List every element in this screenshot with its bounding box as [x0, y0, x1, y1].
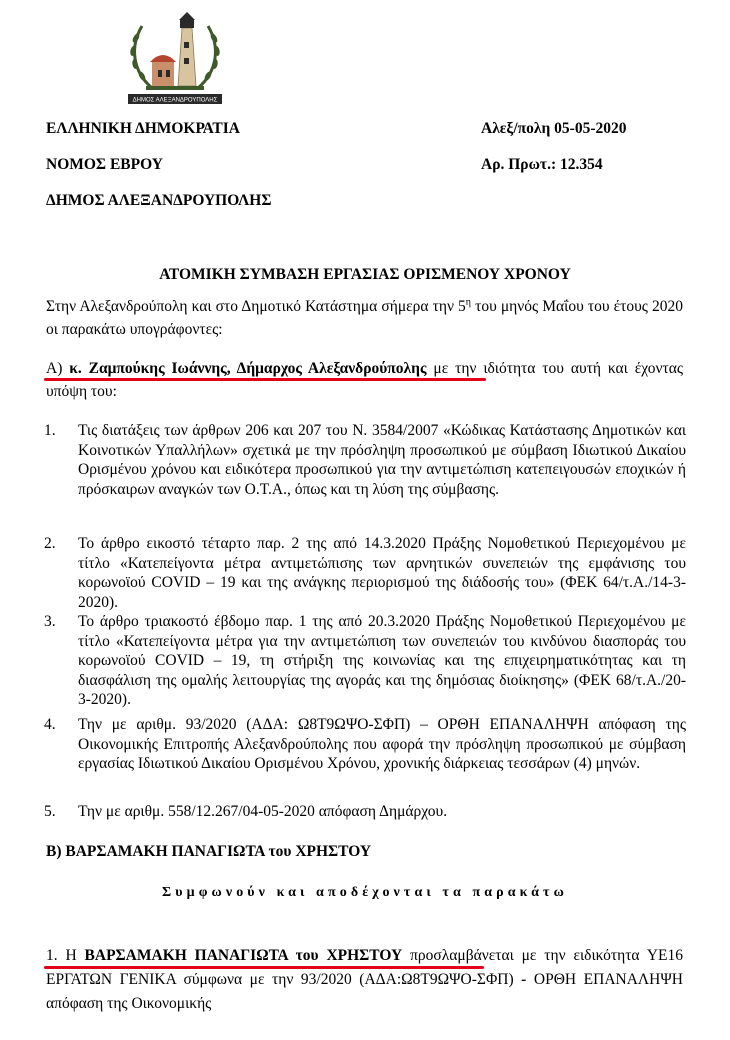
intro-paragraph — [46, 291, 683, 341]
consideration-item — [44, 534, 686, 612]
item-number: 5. — [44, 803, 56, 820]
intro-superscript: η — [465, 297, 472, 308]
item-number: 1. — [44, 422, 56, 439]
header-republic: ΕΛΛΗΝΙΚΗ ΔΗΜΟΚΡΑΤΙΑ — [46, 120, 240, 137]
consideration-item — [44, 802, 686, 822]
red-underline-annotation — [44, 378, 486, 381]
clause-1-dash: - — [513, 971, 534, 988]
municipality-logo — [122, 6, 228, 106]
document-title: ΑΤΟΜΙΚΗ ΣΥΜΒΑΣΗ ΕΡΓΑΣΙΑΣ ΟΡΙΣΜΕΝΟΥ ΧΡΟΝΟΥ — [159, 266, 571, 283]
header-prefecture: ΝΟΜΟΣ ΕΒΡΟΥ — [46, 156, 163, 173]
agreement-heading: Συμφωνούν και αποδέχονται τα παρακάτω — [162, 885, 568, 900]
red-underline-annotation — [44, 966, 484, 969]
logo-caption: ΔΗΜΟΣ ΑΛΕΞΑΝΔΡΟΥΠΟΛΗΣ — [132, 97, 218, 104]
item-text: Την με αριθμ. 93/2020 (ΑΔΑ: Ω8Τ9ΩΨΟ-ΣΦΠ) – ΟΡΘΗ ΕΠΑΝΑΛΗΨΗ απόφαση της Οικονομικής Επιτροπής Αλεξανδρούπολης που αφορά την πρόσληψη προσωπικού με σύμβαση εργασίας Ιδιωτικού Δικαίου Ορισμένου Χρόνου, χρονικής διάρκειας τεσσάρων (4) μηνών. — [78, 716, 686, 773]
clause-1-rest: προσλαμβάνεται με την ειδικότητα ΥΕ16 ΕΡΓΑΤΩΝ ΓΕΝΙΚΑ σύμφωνα με την 93/2020 (ΑΔΑ:Ω8Τ9ΩΨΟ-ΣΦΠ) — [46, 947, 683, 988]
place-date: Αλεξ/πολη 05-05-2020 — [481, 120, 627, 137]
party-a-rest: με την ιδιότητα του αυτή και έχοντας υπόψη του: — [46, 360, 683, 400]
clause-1-name: ΒΑΡΣΑΜΑΚΗ ΠΑΝΑΓΙΩΤΑ του ΧΡΗΣΤΟΥ — [84, 947, 403, 964]
protocol-number: Αρ. Πρωτ.: 12.354 — [481, 156, 603, 173]
item-number: 3. — [44, 613, 56, 630]
consideration-item — [44, 421, 686, 499]
item-text: Το άρθρο τριακοστό έβδομο παρ. 1 της από 20.3.2020 Πράξης Νομοθετικού Περιεχομένου με τίτλο «Κατεπείγοντα μέτρα για την αντιμετώπιση των συνεπειών του κινδύνου διασποράς του κορωνοϊού COVID – 19, τη στήριξη της κοινωνίας και της επιχειρηματικότητας και τη διασφάλιση της ομαλής λειτουργίας της αγοράς και της δημόσιας διοίκησης» (ΦΕΚ 68/τ.Α./20-3-2020). — [78, 613, 686, 709]
clause-1-rest-2: ΟΡΘΗ ΕΠΑΝΑΛΗΨΗ απόφαση της Οικονομικής — [46, 971, 683, 1012]
party-a-prefix: Α) — [46, 360, 70, 377]
clause-1-paragraph — [46, 944, 683, 1016]
item-text: Το άρθρο εικοστό τέταρτο παρ. 2 της από 14.3.2020 Πράξης Νομοθετικού Περιεχομένου με τίτλο «Κατεπείγοντα μέτρα αντιμετώπισης των αρνητικών συνεπειών της εμφάνισης του κορωνοϊού COVID – 19 και της ανάγκης περιορισμού της διάδοσής του» (ΦΕΚ 64/τ.Α./14-3-2020). — [78, 535, 686, 611]
lighthouse-emblem-icon — [122, 6, 228, 106]
party-b-heading: Β) ΒΑΡΣΑΜΑΚΗ ΠΑΝΑΓΙΩΤΑ του ΧΡΗΣΤΟΥ — [46, 843, 372, 860]
item-number: 4. — [44, 716, 56, 733]
consideration-item — [44, 612, 686, 710]
intro-text-start: Στην Αλεξανδρούπολη και στο Δημοτικό Κατάστημα σήμερα την 5 — [46, 298, 466, 316]
item-number: 2. — [44, 535, 56, 552]
consideration-item — [44, 715, 686, 774]
item-text: Την με αριθμ. 558/12.267/04-05-2020 απόφαση Δημάρχου. — [78, 803, 448, 820]
header-municipality: ΔΗΜΟΣ ΑΛΕΞΑΝΔΡΟΥΠΟΛΗΣ — [46, 192, 272, 209]
intro-text-end: του μηνός Μαΐου του έτους 2020 οι παρακάτω υπογράφοντες: — [46, 298, 683, 339]
party-a-name: κ. Ζαμπούκης Ιωάννης, Δήμαρχος Αλεξανδρούπολης — [69, 360, 427, 377]
clause-1-prefix: 1. Η — [46, 947, 85, 964]
item-text: Τις διατάξεις των άρθρων 206 και 207 του Ν. 3584/2007 «Κώδικας Κατάστασης Δημοτικών και Κοινοτικών Υπαλλήλων» σχετικά με την πρόσληψη προσωπικού με σύμβαση Ιδιωτικού Δικαίου Ορισμένου χρόνου και ειδικότερα προσωπικού για την αντιμετώπιση κατεπειγουσών εποχικών ή πρόσκαιρων αναγκών των Ο.Τ.Α., όπως και τη λύση της σύμβασης. — [78, 422, 686, 498]
